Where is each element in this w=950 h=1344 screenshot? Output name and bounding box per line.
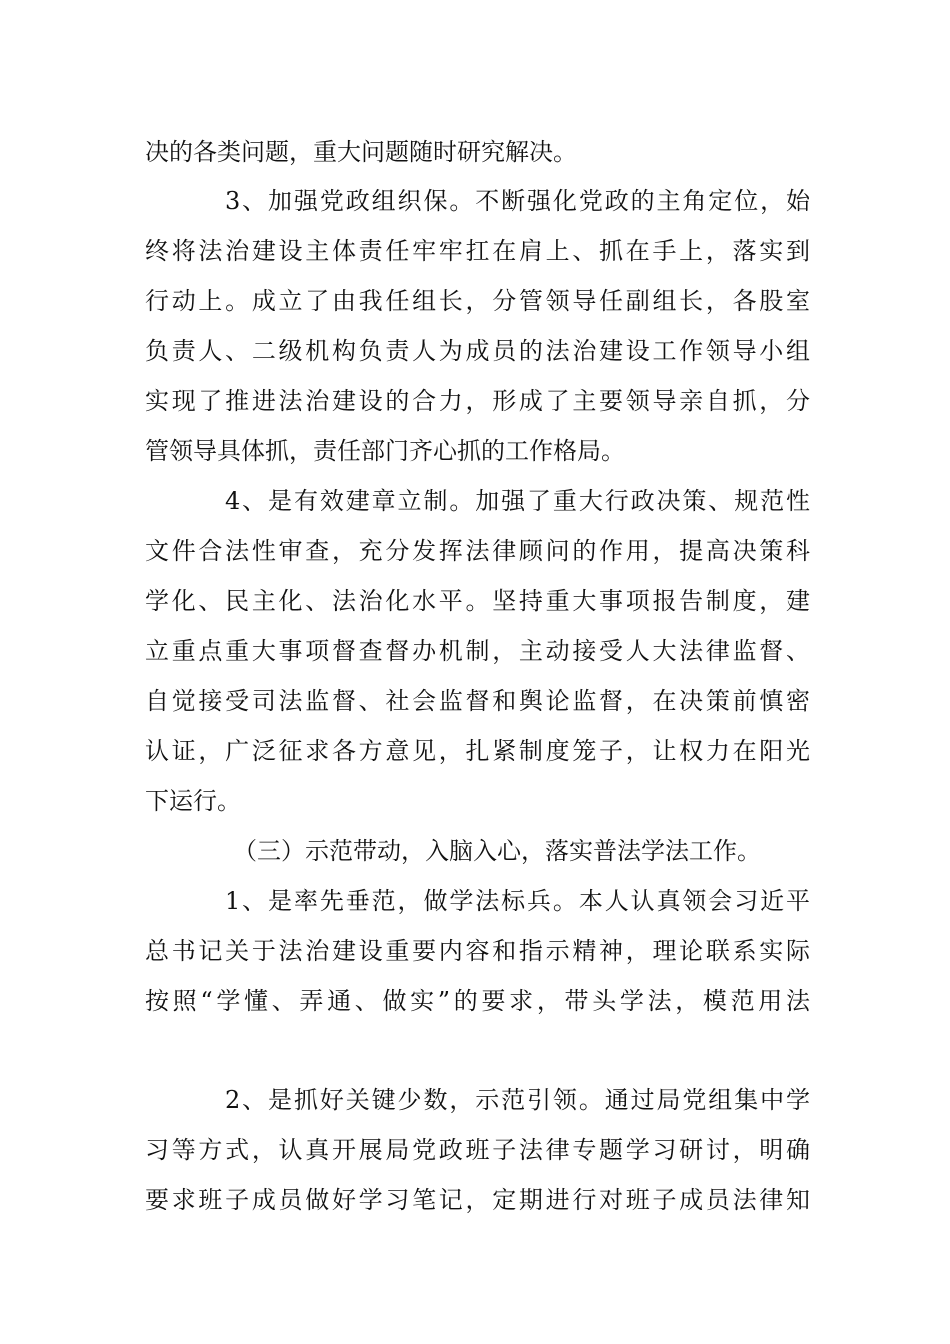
section-heading: （三）示范带动，入脑入心，落实普法学法工作。: [233, 837, 761, 865]
text-line-11: 立重点重大事项督查督办机制，主动接受人大法律监督、: [145, 637, 810, 665]
text-line-6: 实现了推进法治建设的合力，形成了主要领导亲自抓，分: [145, 387, 810, 415]
text-line-10: 学化、民主化、法治化水平。坚持重大事项报告制度，建: [145, 587, 810, 615]
text-line-16: 1、是率先垂范，做学法标兵。本人认真领会习近平: [225, 887, 810, 915]
text-line-4: 行动上。成立了由我任组长，分管领导任副组长，各股室: [145, 287, 810, 315]
text-line-8: 4、是有效建章立制。加强了重大行政决策、规范性: [225, 487, 810, 515]
text-line-18: 按照“学懂、弄通、做实”的要求，带头学法，模范用法: [145, 987, 810, 1015]
text-line-20: 习等方式，认真开展局党政班子法律专题学习研讨，明确: [145, 1136, 810, 1164]
text-line-7: 管领导具体抓，责任部门齐心抓的工作格局。: [145, 437, 625, 465]
text-line-13: 认证，广泛征求各方意见，扎紧制度笼子，让权力在阳光: [145, 737, 810, 765]
text-line-12: 自觉接受司法监督、社会监督和舆论监督，在决策前慎密: [145, 687, 810, 715]
text-line-9: 文件合法性审查，充分发挥法律顾问的作用，提高决策科: [145, 537, 810, 565]
text-line-21: 要求班子成员做好学习笔记，定期进行对班子成员法律知: [145, 1186, 810, 1214]
text-line-19: 2、是抓好关键少数，示范引领。通过局党组集中学: [225, 1086, 810, 1114]
text-line-1: 决的各类问题，重大问题随时研究解决。: [145, 138, 577, 166]
text-line-17: 总书记关于法治建设重要内容和指示精神，理论联系实际: [145, 937, 810, 965]
text-line-14: 下运行。: [145, 787, 241, 815]
text-line-2: 3、加强党政组织保。不断强化党政的主角定位，始: [225, 187, 810, 215]
text-line-5: 负责人、二级机构负责人为成员的法治建设工作领导小组: [145, 337, 810, 365]
text-line-3: 终将法治建设主体责任牢牢扛在肩上、抓在手上，落实到: [145, 237, 810, 265]
